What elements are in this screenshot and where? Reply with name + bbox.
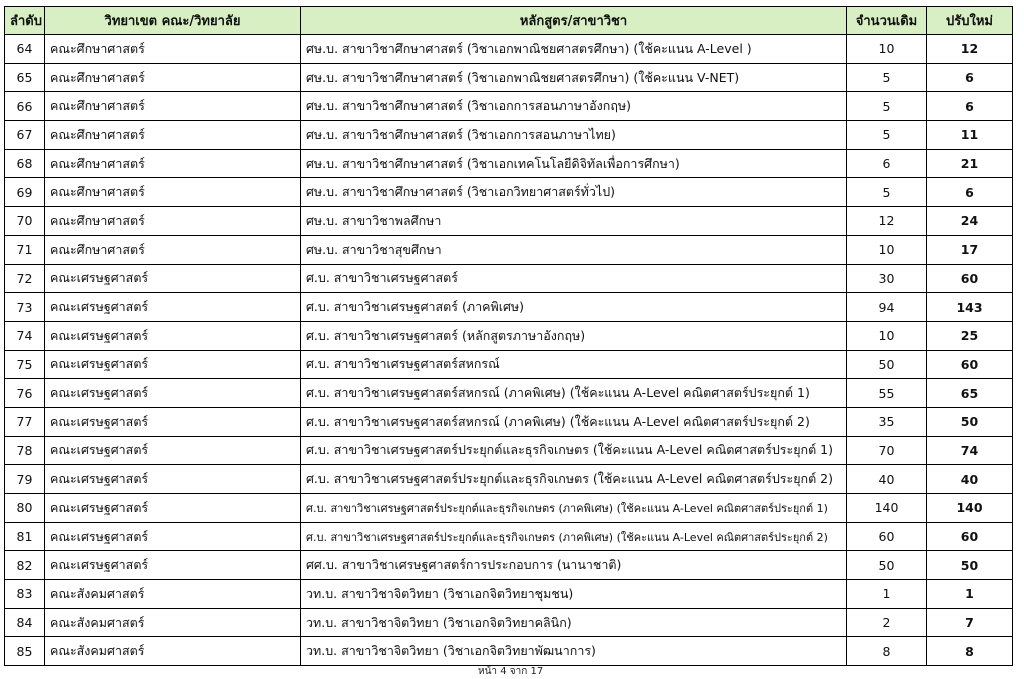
old-count-cell: 10 [847, 235, 927, 264]
new-count-cell: 12 [927, 35, 1013, 64]
faculty-cell: คณะศึกษาศาสตร์ [45, 235, 301, 264]
program-cell: วท.บ. สาขาวิชาจิตวิทยา (วิชาเอกจิตวิทยาชุมชน) [301, 580, 847, 609]
faculty-cell: คณะศึกษาศาสตร์ [45, 178, 301, 207]
program-cell: ศ.บ. สาขาวิชาเศรษฐศาสตร์ [301, 264, 847, 293]
program-cell: ศษ.บ. สาขาวิชาสุขศึกษา [301, 235, 847, 264]
table-row [5, 522, 1013, 551]
new-count-cell: 50 [927, 551, 1013, 580]
faculty-cell: คณะสังคมศาสตร์ [45, 637, 301, 666]
old-count-cell: 30 [847, 264, 927, 293]
old-count-cell: 6 [847, 149, 927, 178]
table-row [5, 321, 1013, 350]
faculty-cell: คณะศึกษาศาสตร์ [45, 121, 301, 150]
new-count-cell: 1 [927, 580, 1013, 609]
faculty-cell: คณะเศรษฐศาสตร์ [45, 264, 301, 293]
old-count-cell: 5 [847, 63, 927, 92]
table-row [5, 63, 1013, 92]
table-row [5, 551, 1013, 580]
table-row [5, 121, 1013, 150]
old-count-cell: 5 [847, 121, 927, 150]
old-count-cell: 10 [847, 35, 927, 64]
header-faculty: วิทยาเขต คณะ/วิทยาลัย [45, 7, 301, 35]
old-count-cell: 1 [847, 580, 927, 609]
faculty-cell: คณะเศรษฐศาสตร์ [45, 522, 301, 551]
row-number: 83 [5, 580, 45, 609]
table-row [5, 207, 1013, 236]
old-count-cell: 94 [847, 293, 927, 322]
old-count-cell: 5 [847, 92, 927, 121]
program-cell: ศ.บ. สาขาวิชาเศรษฐศาสตร์สหกรณ์ (ภาคพิเศษ) (ใช้คะแนน A-Level คณิตศาสตร์ประยุกต์ 1) [301, 379, 847, 408]
row-number: 73 [5, 293, 45, 322]
table-row [5, 178, 1013, 207]
program-cell: ศ.บ. สาขาวิชาเศรษฐศาสตร์ประยุกต์และธุรกิจเกษตร (ภาคพิเศษ) (ใช้คะแนน A-Level คณิตศาสตร์ประยุกต์ 1) [301, 494, 847, 523]
faculty-cell: คณะเศรษฐศาสตร์ [45, 293, 301, 322]
program-cell: ศษ.บ. สาขาวิชาศึกษาศาสตร์ (วิชาเอกการสอนภาษาอังกฤษ) [301, 92, 847, 121]
table-row [5, 149, 1013, 178]
table-row [5, 35, 1013, 64]
new-count-cell: 17 [927, 235, 1013, 264]
program-cell: ศ.บ. สาขาวิชาเศรษฐศาสตร์สหกรณ์ [301, 350, 847, 379]
old-count-cell: 35 [847, 407, 927, 436]
program-cell: วท.บ. สาขาวิชาจิตวิทยา (วิชาเอกจิตวิทยาพัฒนาการ) [301, 637, 847, 666]
page-footer: หน้า 4 จาก 17 [478, 666, 544, 677]
new-count-cell: 6 [927, 63, 1013, 92]
program-cell: ศ.บ. สาขาวิชาเศรษฐศาสตร์ประยุกต์และธุรกิจเกษตร (ใช้คะแนน A-Level คณิตศาสตร์ประยุกต์ 2) [301, 465, 847, 494]
new-count-cell: 60 [927, 264, 1013, 293]
row-number: 76 [5, 379, 45, 408]
new-count-cell: 25 [927, 321, 1013, 350]
program-cell: ศษ.บ. สาขาวิชาพลศึกษา [301, 207, 847, 236]
table-row [5, 465, 1013, 494]
program-cell: ศษ.บ. สาขาวิชาศึกษาศาสตร์ (วิชาเอกวิทยาศาสตร์ทั่วไป) [301, 178, 847, 207]
row-number: 85 [5, 637, 45, 666]
old-count-cell: 8 [847, 637, 927, 666]
row-number: 84 [5, 608, 45, 637]
faculty-cell: คณะเศรษฐศาสตร์ [45, 494, 301, 523]
new-count-cell: 140 [927, 494, 1013, 523]
table-header [5, 7, 1013, 35]
new-count-cell: 40 [927, 465, 1013, 494]
row-number: 64 [5, 35, 45, 64]
old-count-cell: 5 [847, 178, 927, 207]
faculty-cell: คณะเศรษฐศาสตร์ [45, 465, 301, 494]
old-count-cell: 70 [847, 436, 927, 465]
program-cell: ศ.บ. สาขาวิชาเศรษฐศาสตร์ประยุกต์และธุรกิจเกษตร (ใช้คะแนน A-Level คณิตศาสตร์ประยุกต์ 1) [301, 436, 847, 465]
program-cell: ศษ.บ. สาขาวิชาศึกษาศาสตร์ (วิชาเอกการสอนภาษาไทย) [301, 121, 847, 150]
program-cell: ศษ.บ. สาขาวิชาศึกษาศาสตร์ (วิชาเอกพาณิชยศาสตรศึกษา) (ใช้คะแนน A-Level ) [301, 35, 847, 64]
new-count-cell: 74 [927, 436, 1013, 465]
table-row [5, 407, 1013, 436]
new-count-cell: 65 [927, 379, 1013, 408]
faculty-cell: คณะศึกษาศาสตร์ [45, 207, 301, 236]
table-row [5, 92, 1013, 121]
faculty-cell: คณะศึกษาศาสตร์ [45, 92, 301, 121]
table-row [5, 580, 1013, 609]
faculty-cell: คณะเศรษฐศาสตร์ [45, 551, 301, 580]
program-cell: วท.บ. สาขาวิชาจิตวิทยา (วิชาเอกจิตวิทยาคลินิก) [301, 608, 847, 637]
row-number: 80 [5, 494, 45, 523]
new-count-cell: 11 [927, 121, 1013, 150]
header-no: ลำดับ [5, 7, 45, 35]
old-count-cell: 50 [847, 551, 927, 580]
table-row [5, 608, 1013, 637]
old-count-cell: 12 [847, 207, 927, 236]
row-number: 67 [5, 121, 45, 150]
row-number: 81 [5, 522, 45, 551]
faculty-cell: คณะสังคมศาสตร์ [45, 580, 301, 609]
program-cell: ศ.บ. สาขาวิชาเศรษฐศาสตร์ (ภาคพิเศษ) [301, 293, 847, 322]
faculty-cell: คณะศึกษาศาสตร์ [45, 35, 301, 64]
new-count-cell: 24 [927, 207, 1013, 236]
row-number: 72 [5, 264, 45, 293]
header-old-count: จำนวนเดิม [847, 7, 927, 35]
new-count-cell: 6 [927, 178, 1013, 207]
new-count-cell: 8 [927, 637, 1013, 666]
old-count-cell: 10 [847, 321, 927, 350]
table-body [5, 35, 1013, 666]
old-count-cell: 60 [847, 522, 927, 551]
row-number: 65 [5, 63, 45, 92]
new-count-cell: 7 [927, 608, 1013, 637]
header-new-count: ปรับใหม่ [927, 7, 1013, 35]
new-count-cell: 143 [927, 293, 1013, 322]
row-number: 78 [5, 436, 45, 465]
new-count-cell: 50 [927, 407, 1013, 436]
row-number: 69 [5, 178, 45, 207]
new-count-cell: 60 [927, 350, 1013, 379]
table-row [5, 293, 1013, 322]
old-count-cell: 55 [847, 379, 927, 408]
header-program: หลักสูตร/สาขาวิชา [301, 7, 847, 35]
program-cell: ศษ.บ. สาขาวิชาศึกษาศาสตร์ (วิชาเอกพาณิชยศาสตรศึกษา) (ใช้คะแนน V-NET) [301, 63, 847, 92]
new-count-cell: 21 [927, 149, 1013, 178]
old-count-cell: 50 [847, 350, 927, 379]
faculty-cell: คณะศึกษาศาสตร์ [45, 63, 301, 92]
table-row [5, 235, 1013, 264]
faculty-cell: คณะเศรษฐศาสตร์ [45, 436, 301, 465]
row-number: 71 [5, 235, 45, 264]
row-number: 68 [5, 149, 45, 178]
table-row [5, 436, 1013, 465]
program-cell: ศ.บ. สาขาวิชาเศรษฐศาสตร์สหกรณ์ (ภาคพิเศษ) (ใช้คะแนน A-Level คณิตศาสตร์ประยุกต์ 2) [301, 407, 847, 436]
row-number: 74 [5, 321, 45, 350]
row-number: 66 [5, 92, 45, 121]
old-count-cell: 40 [847, 465, 927, 494]
row-number: 82 [5, 551, 45, 580]
table-row [5, 379, 1013, 408]
row-number: 77 [5, 407, 45, 436]
faculty-cell: คณะเศรษฐศาสตร์ [45, 321, 301, 350]
program-cell: ศศ.บ. สาขาวิชาเศรษฐศาสตร์การประกอบการ (นานาชาติ) [301, 551, 847, 580]
table-row [5, 350, 1013, 379]
new-count-cell: 60 [927, 522, 1013, 551]
faculty-cell: คณะสังคมศาสตร์ [45, 608, 301, 637]
program-cell: ศ.บ. สาขาวิชาเศรษฐศาสตร์ประยุกต์และธุรกิจเกษตร (ภาคพิเศษ) (ใช้คะแนน A-Level คณิตศาสตร์ประยุกต์ 2) [301, 522, 847, 551]
faculty-cell: คณะเศรษฐศาสตร์ [45, 379, 301, 408]
table-row [5, 264, 1013, 293]
quota-table [4, 6, 1013, 666]
row-number: 75 [5, 350, 45, 379]
old-count-cell: 2 [847, 608, 927, 637]
old-count-cell: 140 [847, 494, 927, 523]
row-number: 70 [5, 207, 45, 236]
faculty-cell: คณะเศรษฐศาสตร์ [45, 407, 301, 436]
row-number: 79 [5, 465, 45, 494]
new-count-cell: 6 [927, 92, 1013, 121]
table-row [5, 494, 1013, 523]
faculty-cell: คณะศึกษาศาสตร์ [45, 149, 301, 178]
faculty-cell: คณะเศรษฐศาสตร์ [45, 350, 301, 379]
program-cell: ศ.บ. สาขาวิชาเศรษฐศาสตร์ (หลักสูตรภาษาอังกฤษ) [301, 321, 847, 350]
program-cell: ศษ.บ. สาขาวิชาศึกษาศาสตร์ (วิชาเอกเทคโนโลยีดิจิทัลเพื่อการศึกษา) [301, 149, 847, 178]
table-row [5, 637, 1013, 666]
